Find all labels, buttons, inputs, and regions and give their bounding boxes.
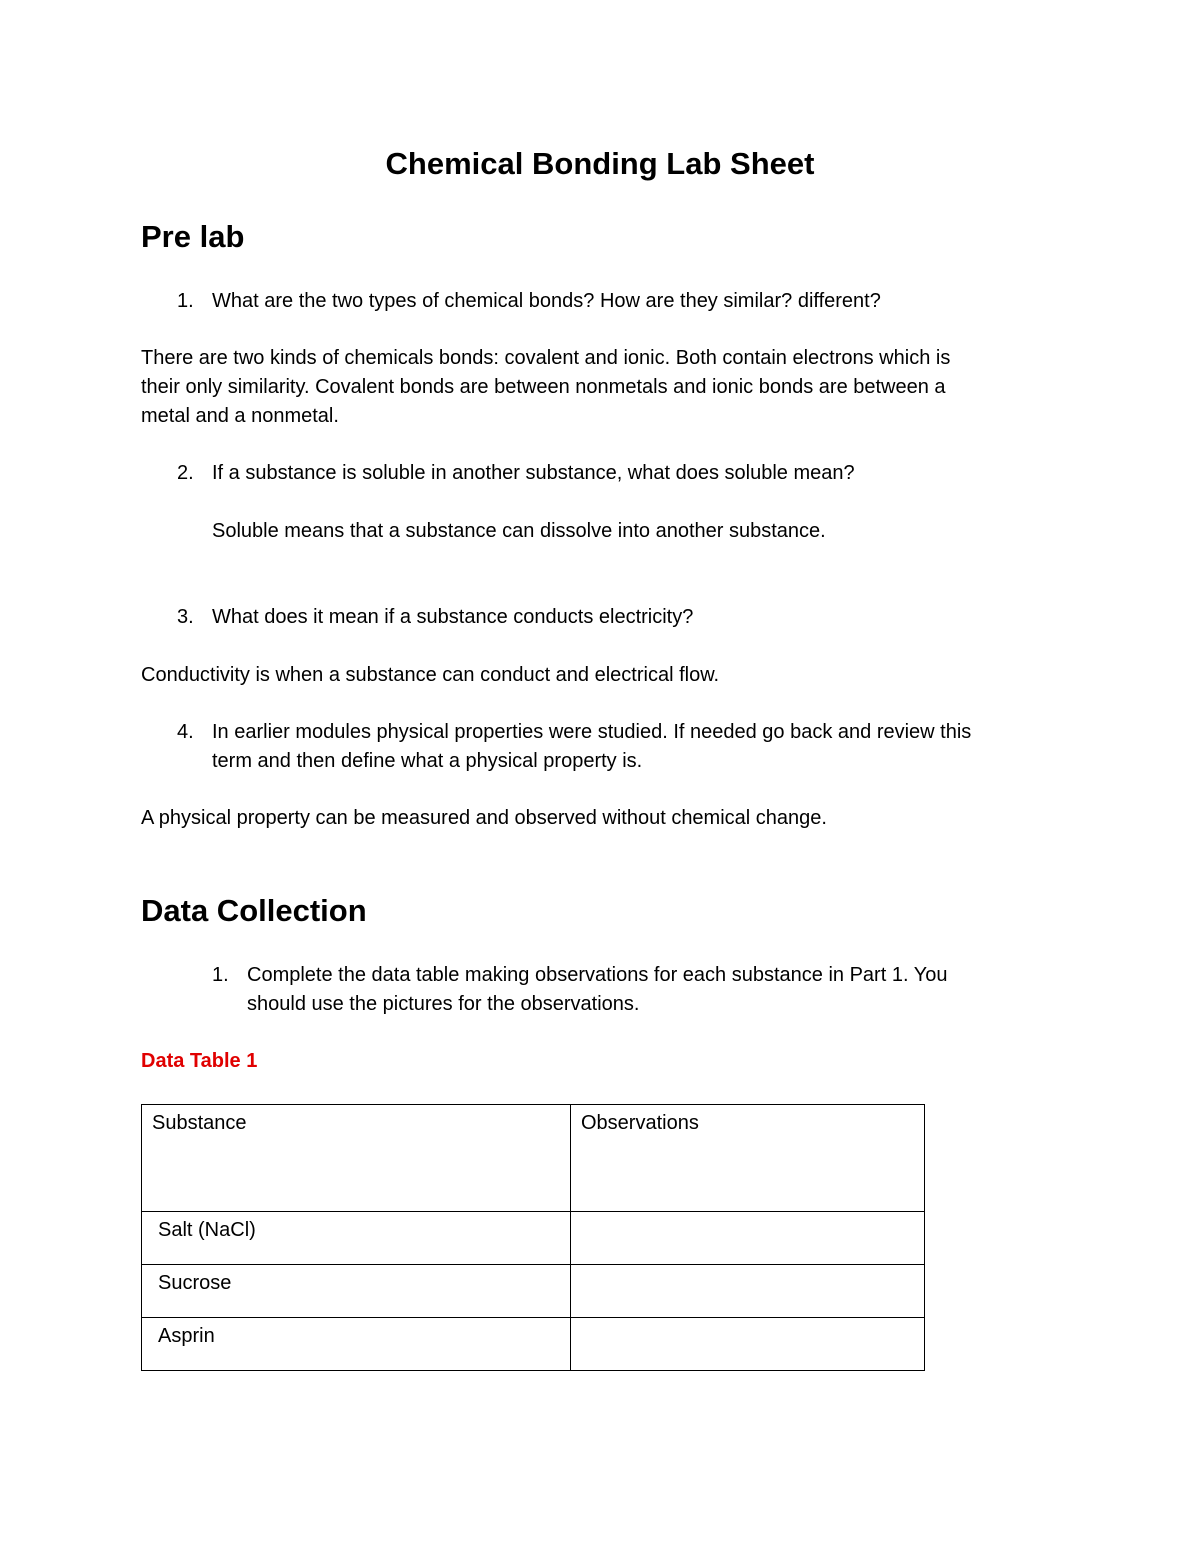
table-row [142, 1318, 925, 1371]
data-collection-q1-number: 1. [212, 964, 229, 986]
table-header-row [142, 1105, 925, 1212]
table-row [142, 1212, 925, 1265]
table-cell-observation[interactable] [571, 1265, 925, 1318]
table-cell-observation[interactable] [571, 1212, 925, 1265]
table-row [142, 1265, 925, 1318]
prelab-a1-line3: metal and a nonmetal. [141, 405, 339, 427]
prelab-q1-text: What are the two types of chemical bonds? How are they similar? different? [212, 290, 881, 312]
data-collection-heading: Data Collection [141, 893, 367, 928]
prelab-a2-text: Soluble means that a substance can dissolve into another substance. [212, 520, 826, 542]
table-cell-observation[interactable] [571, 1318, 925, 1371]
prelab-q2-text: If a substance is soluble in another substance, what does soluble mean? [212, 462, 855, 484]
data-collection-q1-line2: should use the pictures for the observations. [247, 993, 640, 1015]
table-cell-substance: Salt (NaCl) [142, 1212, 571, 1265]
prelab-q4-line1: In earlier modules physical properties were studied. If needed go back and review this [212, 721, 972, 743]
prelab-a3-text: Conductivity is when a substance can conduct and electrical flow. [141, 664, 720, 686]
prelab-q3-text: What does it mean if a substance conducts electricity? [212, 606, 694, 628]
data-table-label: Data Table 1 [141, 1050, 258, 1072]
prelab-q4-line2: term and then define what a physical property is. [212, 750, 643, 772]
prelab-q2-number: 2. [177, 462, 194, 484]
prelab-q1-number: 1. [177, 290, 194, 312]
table-cell-substance: Sucrose [142, 1265, 571, 1318]
prelab-q4-number: 4. [177, 721, 194, 743]
table-header-substance: Substance [142, 1105, 571, 1212]
table-header-observations: Observations [571, 1105, 925, 1212]
prelab-a1-line1: There are two kinds of chemicals bonds: covalent and ionic. Both contain electrons which is [141, 347, 951, 369]
data-collection-q1-line1: Complete the data table making observations for each substance in Part 1. You [247, 964, 948, 986]
prelab-q3-number: 3. [177, 606, 194, 628]
table-cell-substance: Asprin [142, 1318, 571, 1371]
prelab-a4-text: A physical property can be measured and observed without chemical change. [141, 807, 827, 829]
data-table [141, 1104, 925, 1371]
page-title: Chemical Bonding Lab Sheet [385, 146, 815, 181]
prelab-a1-line2: their only similarity. Covalent bonds are between nonmetals and ionic bonds are between a [141, 376, 946, 398]
prelab-heading: Pre lab [141, 219, 245, 254]
